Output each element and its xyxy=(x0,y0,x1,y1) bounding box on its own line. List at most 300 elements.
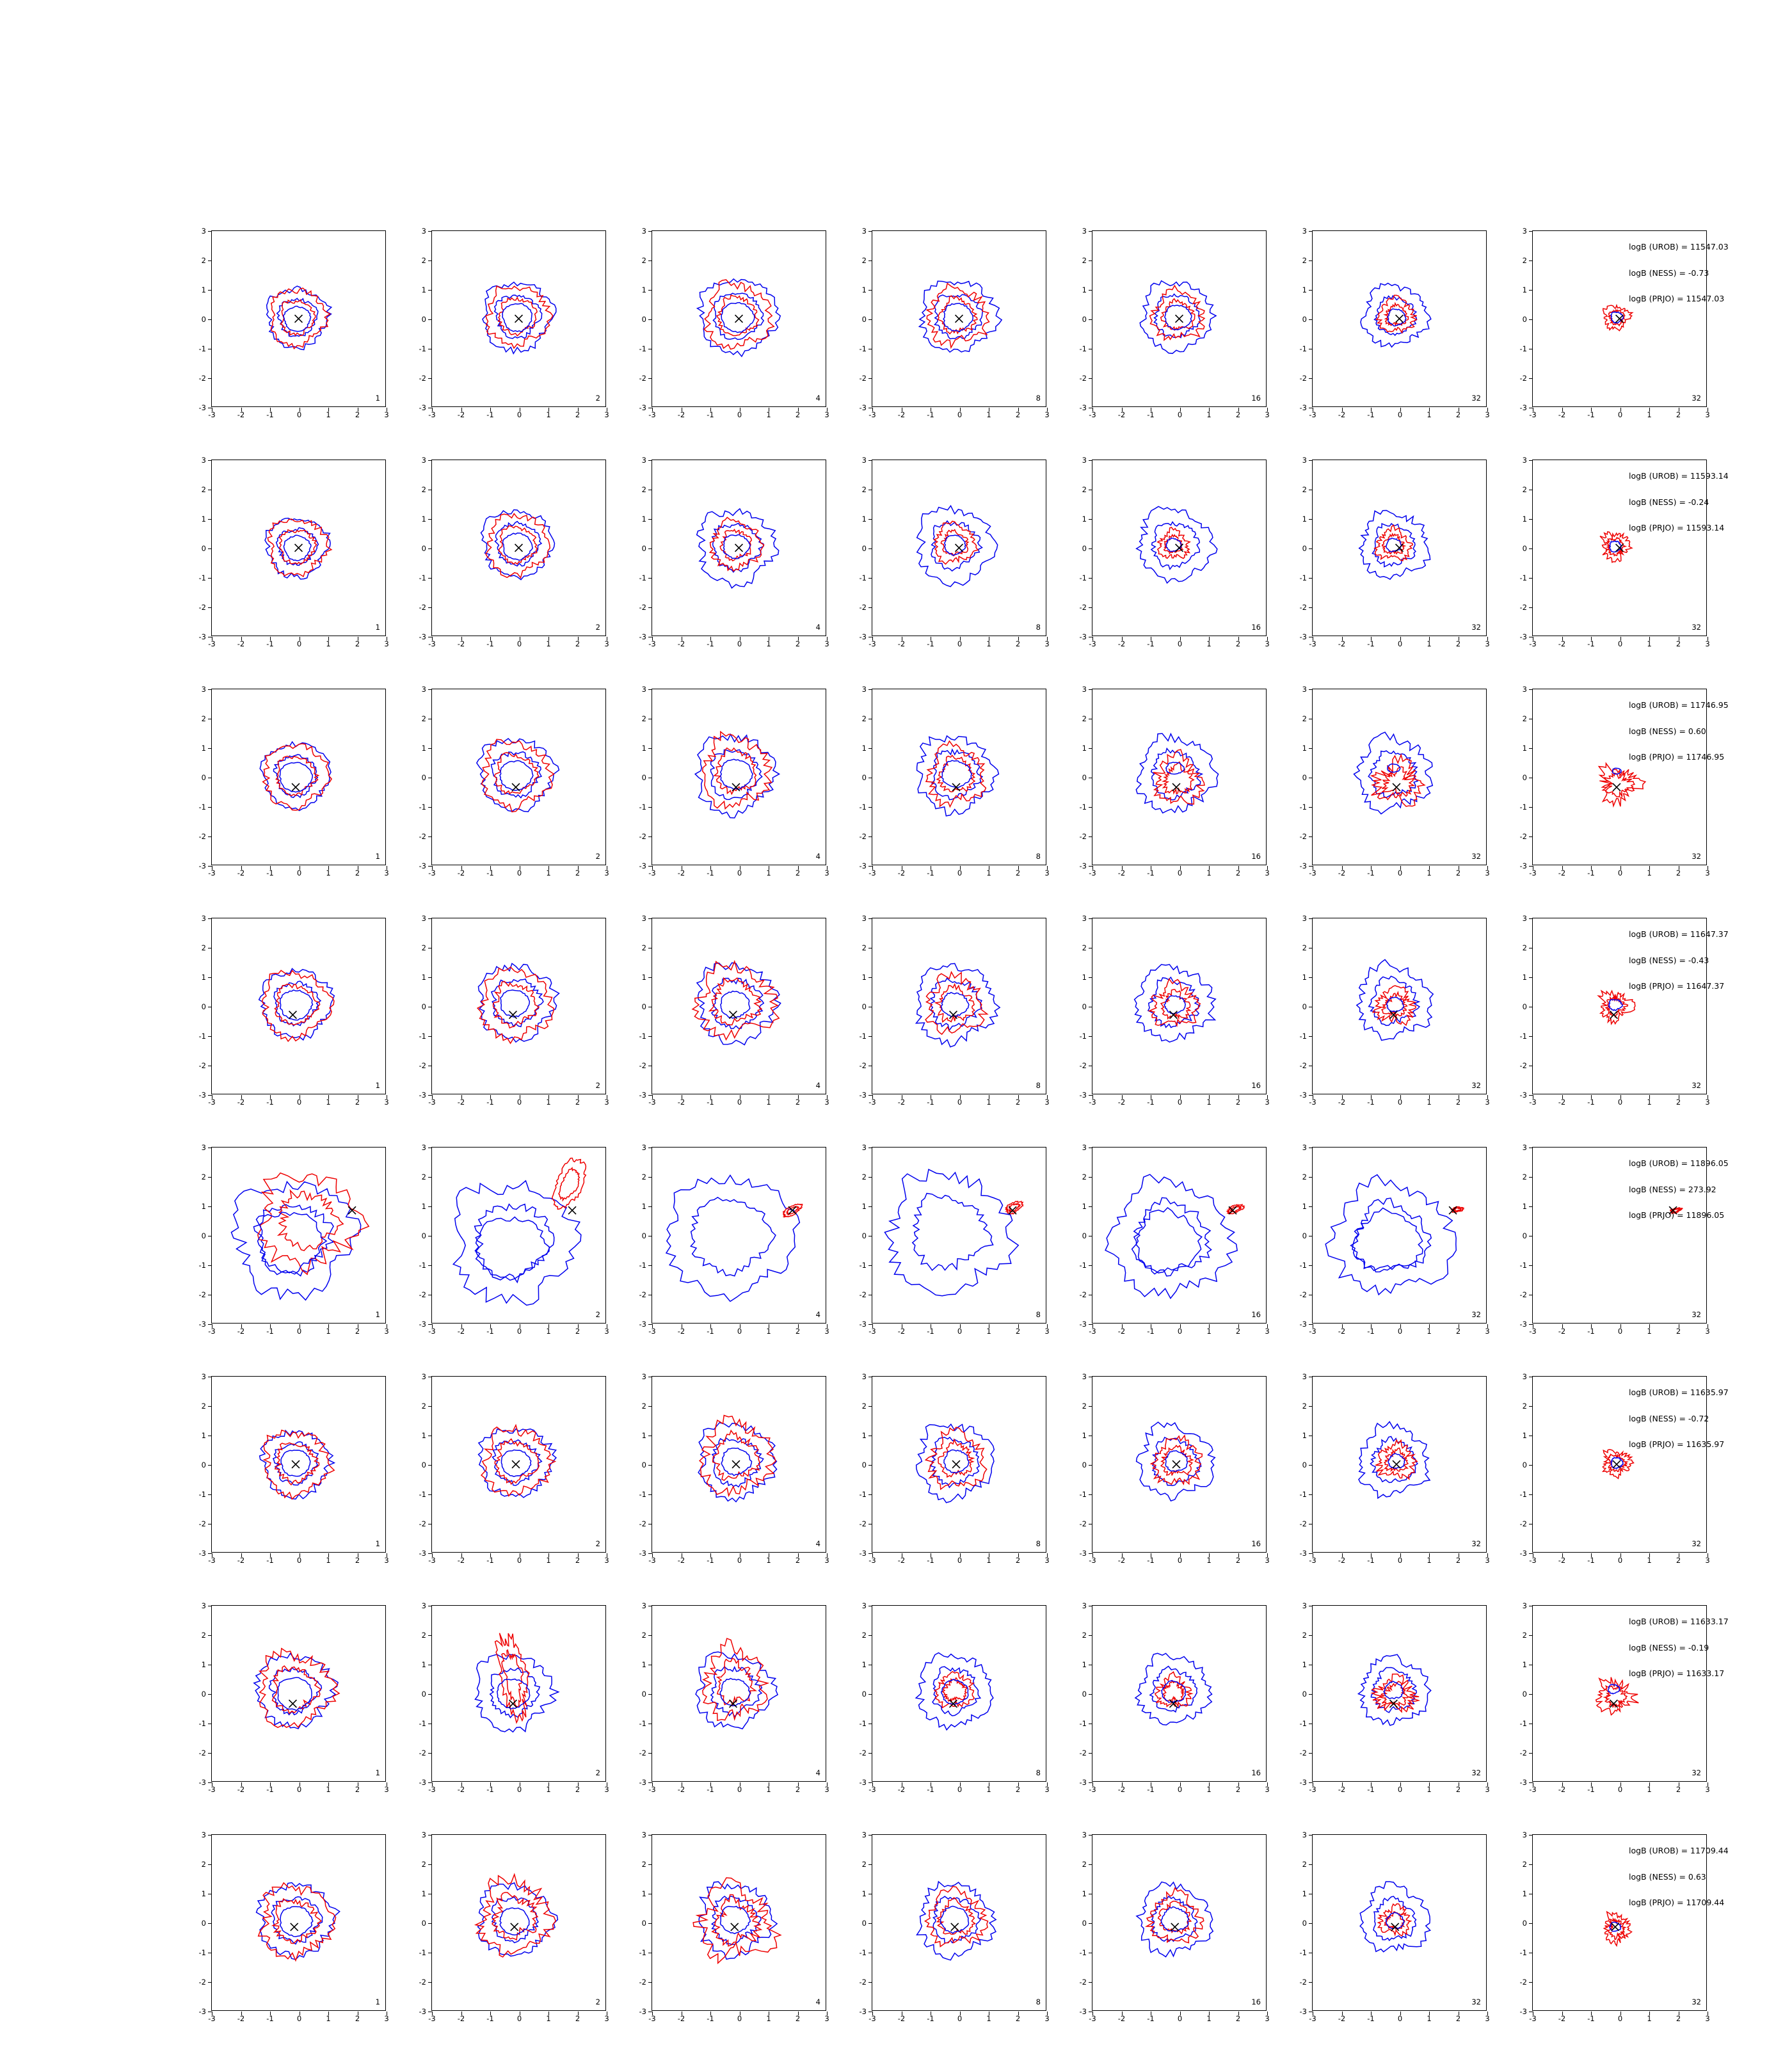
x-tick-label: -1 xyxy=(707,639,714,648)
blue-inner-contour xyxy=(945,535,966,555)
y-tick-label: 2 xyxy=(1302,943,1307,952)
y-tick-label: 0 xyxy=(421,1919,426,1928)
x-tick-label: 3 xyxy=(1705,639,1710,648)
x-tick-label: -2 xyxy=(1117,2014,1126,2023)
x-tick-label: -3 xyxy=(1529,1556,1537,1565)
y-tick-mark xyxy=(868,1864,872,1865)
contour-panel xyxy=(419,914,609,1107)
x-tick-label: -2 xyxy=(897,1785,906,1794)
x-tick-label: -3 xyxy=(428,1327,436,1336)
y-tick-mark xyxy=(868,578,872,579)
panel-count-label: 4 xyxy=(815,623,820,632)
y-tick-label: 0 xyxy=(641,544,646,553)
y-tick-mark xyxy=(868,807,872,808)
y-tick-label: -3 xyxy=(198,1320,206,1329)
x-tick-label: 1 xyxy=(986,1098,991,1107)
y-tick-label: 1 xyxy=(641,1202,646,1211)
y-tick-label: -3 xyxy=(1519,632,1527,641)
y-tick-mark xyxy=(648,689,652,690)
y-tick-label: -3 xyxy=(1519,1778,1527,1787)
y-tick-label: -1 xyxy=(859,573,867,582)
x-tick-label: -3 xyxy=(1309,639,1316,648)
y-tick-label: 1 xyxy=(201,1431,206,1440)
y-tick-label: -3 xyxy=(1299,1091,1307,1100)
y-tick-mark xyxy=(1089,578,1092,579)
y-tick-label: 0 xyxy=(1302,1919,1307,1928)
x-tick-label: 3 xyxy=(1265,410,1270,419)
y-tick-label: -2 xyxy=(198,1978,206,1987)
x-tick-label: -2 xyxy=(457,1327,465,1336)
annotation-text: logB (NESS) = 0.60 xyxy=(1629,726,1706,736)
x-tick-label: 2 xyxy=(575,1785,580,1794)
x-tick-label: -2 xyxy=(1338,1785,1346,1794)
contour-panel xyxy=(1299,1601,1490,1794)
panel-count-label: 1 xyxy=(375,623,380,632)
y-tick-mark xyxy=(1529,231,1533,232)
y-tick-label: 1 xyxy=(1522,1660,1527,1669)
red-contour xyxy=(264,1430,334,1500)
y-tick-mark xyxy=(1089,1923,1092,1924)
red-contour xyxy=(482,739,554,812)
x-tick-label: 2 xyxy=(1015,868,1021,877)
x-tick-label: -1 xyxy=(266,410,274,419)
contour-plot xyxy=(1092,460,1266,636)
x-tick-label: 1 xyxy=(1647,1098,1652,1107)
y-tick-label: -2 xyxy=(419,603,426,612)
y-tick-label: 2 xyxy=(421,1402,426,1411)
y-tick-mark xyxy=(208,1982,212,1983)
row-annotation-block xyxy=(1629,701,1729,780)
x-tick-label: -1 xyxy=(1147,1098,1155,1107)
y-tick-label: 0 xyxy=(1522,315,1527,324)
y-tick-label: 0 xyxy=(1522,544,1527,553)
x-tick-label: 2 xyxy=(1676,1785,1681,1794)
y-tick-label: 0 xyxy=(861,1460,867,1469)
panel-axes xyxy=(419,1830,609,2023)
x-tick-label: 0 xyxy=(737,868,742,877)
x-tick-label: -2 xyxy=(457,1098,465,1107)
y-tick-mark xyxy=(1089,460,1092,461)
contour-panel xyxy=(1079,1372,1270,1565)
y-tick-mark xyxy=(1529,1265,1533,1266)
panel-axes xyxy=(419,1601,609,1794)
x-tick-label: 0 xyxy=(737,1556,742,1565)
x-tick-label: 2 xyxy=(795,868,801,877)
x-tick-label: 2 xyxy=(1015,1098,1021,1107)
x-tick-label: -2 xyxy=(677,410,685,419)
x-tick-label: 3 xyxy=(1044,868,1050,877)
x-tick-label: -2 xyxy=(677,1556,685,1565)
y-tick-label: -1 xyxy=(639,1261,646,1270)
panel-axes xyxy=(419,914,609,1107)
panel-axes xyxy=(198,1601,389,1794)
y-tick-label: -3 xyxy=(1519,1549,1527,1558)
x-tick-label: -2 xyxy=(1117,1556,1126,1565)
y-tick-label: -2 xyxy=(1079,1519,1087,1528)
contour-panel xyxy=(419,227,609,419)
contour-panel xyxy=(198,1143,389,1336)
y-tick-mark xyxy=(648,260,652,261)
panel-count-label: 32 xyxy=(1471,1081,1481,1090)
y-tick-mark xyxy=(1309,231,1313,232)
truth-marker-x xyxy=(291,1923,298,1931)
x-tick-label: 0 xyxy=(957,1556,963,1565)
panel-axes xyxy=(1079,914,1270,1107)
x-tick-label: -3 xyxy=(1529,2014,1537,2023)
panel-count-label: 4 xyxy=(815,1997,820,2006)
y-tick-mark xyxy=(1529,1465,1533,1466)
contour-plot xyxy=(212,1377,385,1552)
x-tick-label: -2 xyxy=(237,1785,245,1794)
y-tick-label: -2 xyxy=(1519,1748,1527,1757)
y-tick-label: 3 xyxy=(201,685,206,694)
y-tick-label: 1 xyxy=(421,1202,426,1211)
y-tick-label: -2 xyxy=(1519,832,1527,841)
y-tick-mark xyxy=(1309,918,1313,919)
y-tick-label: 0 xyxy=(421,544,426,553)
panel-axes xyxy=(859,1601,1050,1794)
y-tick-label: -2 xyxy=(1079,603,1087,612)
x-tick-label: -3 xyxy=(1529,1327,1537,1336)
y-tick-label: -2 xyxy=(1299,832,1307,841)
contour-panel xyxy=(1079,227,1270,419)
y-tick-mark xyxy=(1529,378,1533,379)
y-tick-mark xyxy=(1529,1753,1533,1754)
y-tick-label: -2 xyxy=(198,1748,206,1757)
y-tick-label: 3 xyxy=(861,227,867,236)
y-tick-mark xyxy=(1309,319,1313,320)
x-tick-label: -3 xyxy=(1089,1785,1096,1794)
y-tick-label: 2 xyxy=(201,485,206,494)
y-tick-label: 1 xyxy=(1302,744,1307,753)
y-tick-mark xyxy=(208,460,212,461)
panel-axes xyxy=(1299,227,1490,419)
x-tick-label: 1 xyxy=(546,639,551,648)
truth-marker-x xyxy=(956,315,963,323)
x-tick-label: 3 xyxy=(1705,1785,1710,1794)
y-tick-mark xyxy=(428,977,432,978)
y-tick-label: -1 xyxy=(419,1490,426,1499)
y-tick-label: 3 xyxy=(1522,685,1527,694)
x-tick-label: 2 xyxy=(355,639,360,648)
x-tick-label: -3 xyxy=(1309,1556,1316,1565)
y-tick-mark xyxy=(1309,1835,1313,1836)
x-tick-label: -3 xyxy=(208,1785,216,1794)
y-tick-mark xyxy=(868,836,872,837)
y-tick-label: 0 xyxy=(1522,1460,1527,1469)
x-tick-label: -1 xyxy=(1147,1785,1155,1794)
y-tick-label: -1 xyxy=(639,1719,646,1728)
x-tick-label: -2 xyxy=(897,1098,906,1107)
y-tick-label: 3 xyxy=(421,1601,426,1610)
y-tick-mark xyxy=(428,1494,432,1495)
y-tick-label: -3 xyxy=(1299,861,1307,870)
x-tick-label: -2 xyxy=(457,410,465,419)
y-tick-mark xyxy=(1309,748,1313,749)
contour-plot xyxy=(1313,460,1486,636)
x-tick-label: 1 xyxy=(1647,410,1652,419)
x-tick-label: -2 xyxy=(897,2014,906,2023)
y-tick-label: 3 xyxy=(201,227,206,236)
x-tick-label: 2 xyxy=(355,2014,360,2023)
y-tick-label: -2 xyxy=(419,1748,426,1757)
panel-axes xyxy=(1079,1143,1270,1336)
y-tick-mark xyxy=(1309,836,1313,837)
y-tick-mark xyxy=(648,1753,652,1754)
y-tick-label: 3 xyxy=(201,1601,206,1610)
panel-axes xyxy=(1079,1601,1270,1794)
y-tick-label: -2 xyxy=(639,603,646,612)
blue-contour xyxy=(231,1181,360,1300)
blue-inner-contour xyxy=(284,306,311,331)
x-tick-label: 0 xyxy=(957,639,963,648)
panel-count-label: 8 xyxy=(1036,1539,1041,1548)
y-tick-mark xyxy=(1309,578,1313,579)
x-tick-label: 3 xyxy=(1265,1785,1270,1794)
x-tick-label: 3 xyxy=(604,410,609,419)
y-tick-mark xyxy=(208,1864,212,1865)
y-tick-mark xyxy=(648,1923,652,1924)
y-tick-mark xyxy=(428,1465,432,1466)
y-tick-mark xyxy=(1529,1782,1533,1783)
panel-axes xyxy=(1299,1372,1490,1565)
y-tick-mark xyxy=(1089,977,1092,978)
y-tick-label: -2 xyxy=(859,1061,867,1070)
y-tick-mark xyxy=(1309,1324,1313,1325)
x-tick-label: 2 xyxy=(795,2014,801,2023)
y-tick-label: -1 xyxy=(1079,1032,1087,1041)
truth-marker-x xyxy=(515,544,523,552)
y-tick-label: 2 xyxy=(201,943,206,952)
y-tick-label: -2 xyxy=(419,1290,426,1299)
y-tick-label: -1 xyxy=(1519,803,1527,812)
contour-panel xyxy=(198,1830,389,2023)
y-tick-label: -2 xyxy=(1519,1978,1527,1987)
y-tick-mark xyxy=(1089,807,1092,808)
y-tick-label: 2 xyxy=(1082,485,1087,494)
y-tick-mark xyxy=(1529,866,1533,867)
blue-contour xyxy=(916,1652,993,1729)
x-tick-label: -1 xyxy=(927,410,934,419)
x-tick-label: 0 xyxy=(957,868,963,877)
x-tick-label: -2 xyxy=(897,868,906,877)
red-contour xyxy=(1600,532,1632,563)
contour-plot xyxy=(432,460,605,636)
x-tick-label: 3 xyxy=(1265,639,1270,648)
truth-marker-x xyxy=(1613,783,1620,791)
contour-plot xyxy=(872,1148,1046,1323)
x-tick-label: 1 xyxy=(1427,1556,1432,1565)
x-tick-label: -3 xyxy=(648,1785,656,1794)
y-tick-label: 1 xyxy=(1522,285,1527,294)
x-tick-label: 2 xyxy=(795,1556,801,1565)
y-tick-mark xyxy=(648,1553,652,1554)
y-tick-mark xyxy=(1309,1095,1313,1096)
y-tick-label: 1 xyxy=(641,973,646,982)
x-tick-label: 1 xyxy=(1427,868,1432,877)
annotation-text: logB (UROB) = 11593.14 xyxy=(1629,471,1729,481)
y-tick-label: 2 xyxy=(1522,714,1527,723)
x-tick-label: 1 xyxy=(1647,639,1652,648)
y-tick-label: -1 xyxy=(419,1948,426,1957)
panel-count-label: 8 xyxy=(1036,1768,1041,1777)
y-tick-label: -2 xyxy=(1519,374,1527,383)
y-tick-mark xyxy=(648,290,652,291)
red-contour xyxy=(1603,305,1633,331)
y-tick-mark xyxy=(868,460,872,461)
y-tick-mark xyxy=(208,578,212,579)
x-tick-label: 0 xyxy=(516,410,522,419)
y-tick-label: -2 xyxy=(1519,1061,1527,1070)
x-tick-label: -2 xyxy=(1117,868,1126,877)
y-tick-label: 0 xyxy=(641,773,646,782)
y-tick-label: -3 xyxy=(1299,1778,1307,1787)
y-tick-mark xyxy=(868,1494,872,1495)
y-tick-label: -2 xyxy=(859,1978,867,1987)
contour-plot xyxy=(1313,231,1486,406)
contour-plot xyxy=(1313,1148,1486,1323)
x-tick-label: 2 xyxy=(1455,868,1461,877)
y-tick-mark xyxy=(208,1177,212,1178)
panel-count-label: 1 xyxy=(375,1997,380,2006)
y-tick-label: 2 xyxy=(1082,256,1087,265)
red-contour xyxy=(938,1439,973,1477)
x-tick-label: 1 xyxy=(326,1327,331,1336)
x-tick-label: -2 xyxy=(237,1327,245,1336)
y-tick-mark xyxy=(1529,1923,1533,1924)
x-tick-label: 3 xyxy=(384,1327,389,1336)
y-tick-mark xyxy=(868,1095,872,1096)
y-tick-label: 1 xyxy=(861,973,867,982)
x-tick-label: 0 xyxy=(957,1327,963,1336)
y-tick-mark xyxy=(868,1206,872,1207)
blue-contour xyxy=(917,736,999,816)
truth-marker-x xyxy=(1393,1460,1400,1468)
y-tick-label: -3 xyxy=(1299,403,1307,412)
x-tick-label: 2 xyxy=(1676,1327,1681,1336)
x-tick-label: -3 xyxy=(1529,1785,1537,1794)
y-tick-mark xyxy=(428,519,432,520)
x-tick-label: 1 xyxy=(326,868,331,877)
x-tick-label: -3 xyxy=(868,1785,876,1794)
x-tick-label: 0 xyxy=(737,410,742,419)
x-tick-label: -1 xyxy=(1147,410,1155,419)
x-tick-label: 3 xyxy=(1705,868,1710,877)
contour-plot xyxy=(1092,231,1266,406)
x-tick-label: 2 xyxy=(355,1327,360,1336)
blue-contour xyxy=(475,1654,558,1732)
contour-plot xyxy=(1092,1835,1266,2010)
y-tick-label: 1 xyxy=(1082,285,1087,294)
y-tick-label: -1 xyxy=(419,1719,426,1728)
x-tick-label: 3 xyxy=(604,1556,609,1565)
row-annotation-block xyxy=(1629,472,1729,550)
x-tick-label: -2 xyxy=(237,2014,245,2023)
y-tick-mark xyxy=(1529,836,1533,837)
y-tick-mark xyxy=(208,260,212,261)
panel-axes xyxy=(419,456,609,648)
y-tick-label: 3 xyxy=(201,1372,206,1381)
blue-contour xyxy=(1105,1174,1237,1299)
truth-marker-x xyxy=(509,1700,517,1708)
y-tick-label: 2 xyxy=(1082,943,1087,952)
y-tick-label: 1 xyxy=(861,1431,867,1440)
y-tick-label: 0 xyxy=(421,1690,426,1699)
panel-count-label: 1 xyxy=(375,852,380,861)
x-tick-label: 2 xyxy=(795,1098,801,1107)
truth-marker-x xyxy=(731,1923,739,1931)
y-tick-mark xyxy=(208,1036,212,1037)
y-tick-label: -1 xyxy=(198,344,206,353)
y-tick-mark xyxy=(648,1635,652,1636)
x-tick-label: -3 xyxy=(868,639,876,648)
x-tick-label: -3 xyxy=(208,1098,216,1107)
y-tick-label: -1 xyxy=(198,803,206,812)
panel-axes xyxy=(198,1143,389,1336)
y-tick-label: -3 xyxy=(419,1549,426,1558)
blue-inner-contour xyxy=(1166,762,1185,774)
y-tick-mark xyxy=(648,1177,652,1178)
y-tick-mark xyxy=(648,378,652,379)
x-tick-label: -2 xyxy=(897,410,906,419)
y-tick-mark xyxy=(1309,1553,1313,1554)
x-tick-label: 1 xyxy=(1647,1556,1652,1565)
y-tick-mark xyxy=(1529,1036,1533,1037)
x-tick-label: -3 xyxy=(868,1327,876,1336)
y-tick-mark xyxy=(1309,689,1313,690)
y-tick-label: 3 xyxy=(641,1830,646,1839)
y-tick-label: -1 xyxy=(639,1948,646,1957)
y-tick-label: -3 xyxy=(1079,632,1087,641)
truth-marker-x xyxy=(1449,1206,1457,1214)
truth-marker-x xyxy=(1396,544,1404,552)
annotation-text: logB (PRJO) = 11746.95 xyxy=(1629,752,1725,762)
y-tick-label: -2 xyxy=(639,1748,646,1757)
x-tick-label: 2 xyxy=(1235,1098,1241,1107)
blue-inner-contour xyxy=(721,759,753,789)
contour-plot xyxy=(432,1377,605,1552)
y-tick-mark xyxy=(428,1835,432,1836)
y-tick-label: 0 xyxy=(1082,315,1087,324)
y-tick-label: 1 xyxy=(641,1889,646,1898)
x-tick-label: 3 xyxy=(604,1327,609,1336)
y-tick-mark xyxy=(428,1982,432,1983)
y-tick-label: 0 xyxy=(201,544,206,553)
y-tick-label: 1 xyxy=(421,1431,426,1440)
x-tick-label: 2 xyxy=(575,1098,580,1107)
y-tick-mark xyxy=(1089,1835,1092,1836)
x-tick-label: 0 xyxy=(296,1098,302,1107)
y-tick-mark xyxy=(868,548,872,549)
contour-plot xyxy=(212,918,385,1094)
x-tick-label: 1 xyxy=(326,1785,331,1794)
y-tick-mark xyxy=(428,1095,432,1096)
truth-marker-x xyxy=(732,1460,740,1468)
y-tick-label: 2 xyxy=(1082,1631,1087,1640)
y-tick-mark xyxy=(868,918,872,919)
y-tick-label: 0 xyxy=(1522,1231,1527,1240)
y-tick-mark xyxy=(1089,1265,1092,1266)
blue-inner-contour xyxy=(1388,1453,1405,1468)
red-contour xyxy=(486,514,550,578)
panel-count-label: 32 xyxy=(1471,852,1481,861)
y-tick-label: 1 xyxy=(861,1889,867,1898)
x-tick-label: -3 xyxy=(1309,1098,1316,1107)
x-tick-label: -3 xyxy=(1309,410,1316,419)
x-tick-label: -3 xyxy=(1089,639,1096,648)
y-tick-label: 1 xyxy=(861,1660,867,1669)
y-tick-mark xyxy=(208,689,212,690)
